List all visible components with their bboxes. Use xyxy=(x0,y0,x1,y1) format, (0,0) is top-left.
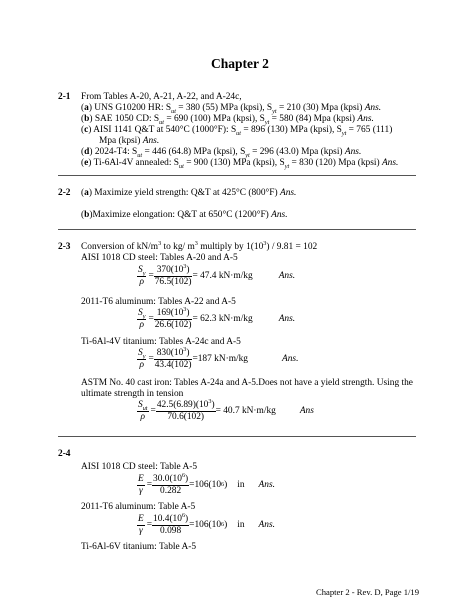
p21-item-c: (c) AISI 1141 Q&T at 540°C (1000°F): $S_{ut} = 896$ (130) MPa (kpsi), $S_{yt} = 765$ (111) xyxy=(81,125,393,137)
p23-material-1: AISI 1018 CD steel: Tables A-20 and A-5 xyxy=(81,253,238,263)
p22-item-a: (a) Maximize yield strength: Q&T at 425°C (800°F) Ans. xyxy=(81,188,297,198)
p23-material-4: ASTM No. 40 cast iron: Tables A-24a and A-5.Does not have a yield strength. Using the xyxy=(81,378,413,388)
problem-number-2-4: 2-4 xyxy=(58,449,71,459)
divider xyxy=(58,175,416,176)
p21-item-c-cont: Mpa (kpsi) Ans. xyxy=(99,136,160,146)
p23-material-3: Ti-6Al-4V titanium: Tables A-24c and A-5 xyxy=(81,337,241,347)
p23-equation-4: $\frac{S_{ut}}{\rho}$ = $\frac{42.5(6.89)(10^3)}{70.6(102)}$ = 40.7 kN·m/kg Ans xyxy=(138,397,314,422)
p24-equation-1: $\frac{E}{\gamma}$ = $\frac{30.0(10^6)}{0.282}$ =106(10 6 ) in Ans. xyxy=(138,471,275,496)
p21-item-b: (b) SAE 1050 CD: $S_{ut} = 690$ (100) MPa (kpsi), $S_{yt} = 580$ (84) Mpa (kpsi) Ans. xyxy=(81,114,374,126)
problem-number-2-2: 2-2 xyxy=(58,188,71,198)
page-title: Chapter 2 xyxy=(211,56,269,71)
divider xyxy=(58,436,416,437)
p21-intro: From Tables A-20, A-21, A-22, and A-24c, xyxy=(81,92,242,102)
p24-material-2: 2011-T6 aluminum: Table A-5 xyxy=(81,502,196,512)
p21-item-d: (d) 2024-T4: $S_{ut} = 446$ (64.8) MPa (kpsi), $S_{yt} = 296$ (43.0) Mpa (kpsi) Ans. xyxy=(81,147,362,159)
p24-equation-2: $\frac{E}{\gamma}$ = $\frac{10.4(10^6)}{0.098}$ =106(10 6 ) in Ans. xyxy=(138,511,275,536)
divider xyxy=(58,229,416,230)
p23-material-2: 2011-T6 aluminum: Tables A-22 and A-5 xyxy=(81,297,236,307)
problem-number-2-3: 2-3 xyxy=(58,242,71,252)
p24-material-3: Ti-6Al-6V titanium: Table A-5 xyxy=(81,542,197,552)
p21-item-a: (a) UNS G10200 HR: $S_{ut} = 380$ (55) MPa (kpsi), $S_{yt} = 210$ (30) Mpa (kpsi) Ans. xyxy=(81,103,382,115)
p24-material-1: AISI 1018 CD steel: Table A-5 xyxy=(81,462,198,472)
p23-equation-2: $\frac{S_y}{\rho}$ = $\frac{169(10^3)}{26.6(102)}$ = 62.3 kN·m/kg Ans. xyxy=(138,305,296,330)
p23-equation-3: $\frac{S_y}{\rho}$ = $\frac{830(10^3)}{43.4(102)}$ =187 kN·m/kg Ans. xyxy=(138,345,299,370)
p22-item-b: (b)Maximize elongation: Q&T at 650°C (1200°F) Ans. xyxy=(81,210,288,220)
p23-material-4-cont: ultimate strength in tension xyxy=(81,389,184,399)
page-footer: Chapter 2 - Rev. D, Page 1/19 xyxy=(316,587,420,597)
p21-item-e: (e) Ti-6Al-4V annealed: $S_{ut} = 900$ (130) MPa (kpsi), $S_{yt} = 830$ (120) Mpa (kpsi) Ans. xyxy=(81,158,399,170)
problem-number-2-1: 2-1 xyxy=(58,92,71,102)
p23-intro: Conversion of $kN/m^3$ to kg/ $m^3$ multiply by $1(10^3) / 9.81 = 102$ xyxy=(81,239,318,252)
p23-equation-1: $\frac{S_y}{\rho}$ = $\frac{370(10^3)}{76.5(102)}$ = 47.4 kN·m/kg Ans. xyxy=(138,262,296,287)
